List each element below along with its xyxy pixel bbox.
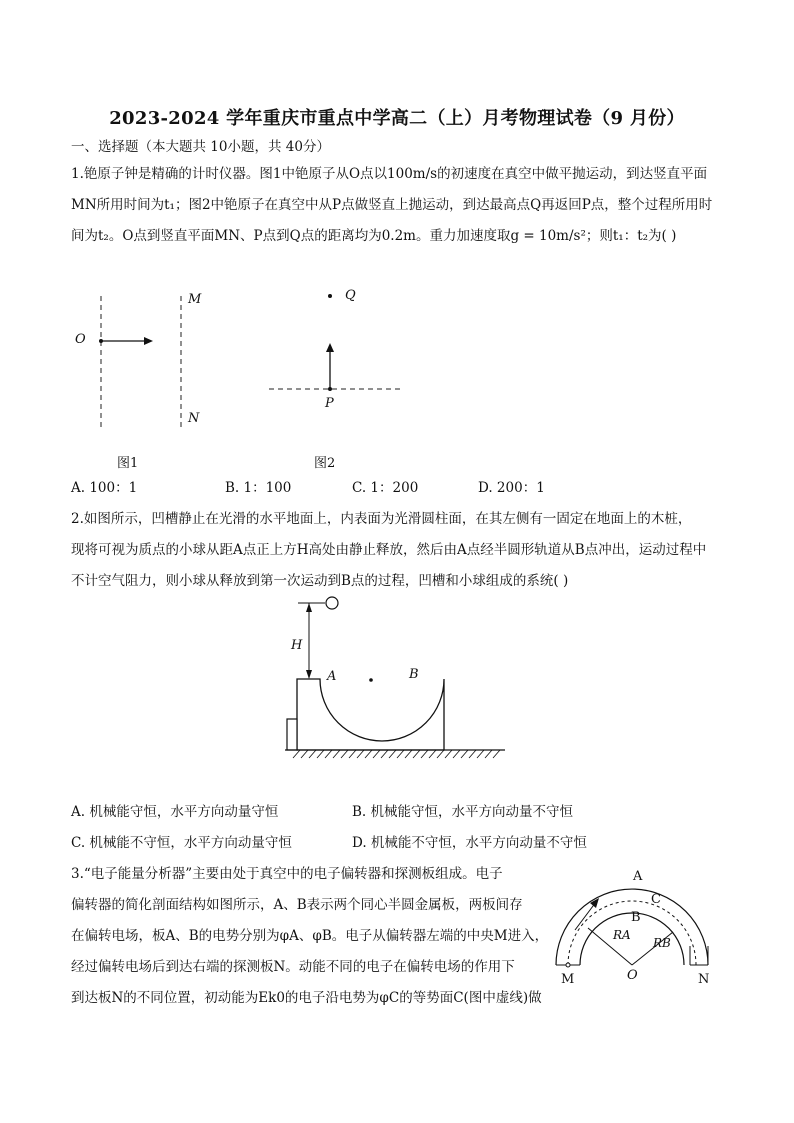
q3-line-2: 偏转器的简化剖面结构如图所示，A、B表示两个同心半圆金属板，两板间存 [71, 897, 523, 913]
fig1-label-m: M [188, 292, 202, 307]
q3-entry-m [566, 963, 570, 967]
q3-line-1: 3.“电子能量分析器”主要由处于真空中的电子偏转器和探测板组成。电子 [71, 866, 503, 882]
q2-line-3: 不计空气阻力，则小球从释放到第一次运动到B点的过程，凹槽和小球组成的系统( ) [71, 573, 569, 589]
q1-line-2: MN所用时间为t₁；图2中铯原子在真空中从P点做竖直上抛运动，到达最高点Q再返回P点，整个过程所用时 [71, 197, 713, 213]
fig1-label-o: O [75, 332, 86, 347]
q3-label-m: M [561, 972, 575, 987]
q3-arrow-head [590, 898, 599, 908]
q1-option-c: C. 1：200 [352, 480, 419, 496]
q1-line-1: 1.铯原子钟是精确的计时仪器。图1中铯原子从O点以100m/s的初速度在真空中做平抛运动，到达竖直平面 [71, 166, 708, 182]
q1-line-3: 间为t₂。O点到竖直平面MN、P点到Q点的距离均为0.2m。重力加速度取g = 10m/s²；则t₁：t₂为( ) [71, 228, 677, 244]
section-heading: 一、选择题（本大题共 10小题，共 40分） [71, 139, 330, 155]
q2-option-a: A. 机械能守恒，水平方向动量守恒 [71, 804, 279, 820]
fig2-label-p: P [325, 396, 334, 411]
page-title: 2023-2024 学年重庆市重点中学高二（上）月考物理试卷（9 月份） [109, 108, 685, 129]
q3-label-rb: RB [653, 936, 671, 950]
q3-line-5: 到达板N的不同位置，初动能为Ek0的电子沿电势为φC的等势面C(图中虚线)做 [71, 990, 542, 1006]
q3-label-ra: RA [613, 928, 631, 942]
q3-line-4: 经过偏转电场后到达右端的探测板N。动能不同的电子在偏转电场的作用下 [71, 959, 515, 975]
q2-line-2: 现将可视为质点的小球从距A点正上方H高处由静止释放，然后由A点经半圆形轨道从B点冲出，运动过程中 [71, 542, 707, 558]
q1-option-d: D. 200：1 [478, 480, 545, 496]
fig2-caption: 图2 [314, 456, 336, 471]
fig1-caption: 图1 [117, 456, 139, 471]
q3-label-a: A [633, 869, 643, 884]
q3-label-b: B [631, 910, 641, 925]
q2-line-1: 2.如图所示，凹槽静止在光滑的水平地面上，内表面为光滑圆柱面，在其左侧有一固定在地面上的木桩， [71, 511, 692, 527]
q2-option-d: D. 机械能不守恒，水平方向动量不守恒 [352, 835, 587, 851]
q2-option-b: B. 机械能守恒，水平方向动量不守恒 [352, 804, 574, 820]
q2-label-a: A [327, 669, 337, 684]
q3-plate-a [556, 889, 708, 965]
q3-label-c: C [651, 892, 661, 907]
fig1-label-n: N [188, 411, 200, 426]
q2-label-b: B [409, 667, 419, 682]
q2-option-c: C. 机械能不守恒，水平方向动量守恒 [71, 835, 292, 851]
q1-option-b: B. 1：100 [225, 480, 292, 496]
q2-label-h: H [291, 638, 303, 653]
q3-label-n: N [698, 972, 710, 987]
fig2-label-q: Q [345, 288, 356, 303]
q3-line-3: 在偏转电场，板A、B的电势分别为φA、φB。电子从偏转器左端的中央M进入， [71, 928, 549, 944]
q3-label-o: O [627, 968, 638, 983]
q1-option-a: A. 100：1 [71, 480, 138, 496]
q3-electron-path-arrow [575, 902, 596, 930]
